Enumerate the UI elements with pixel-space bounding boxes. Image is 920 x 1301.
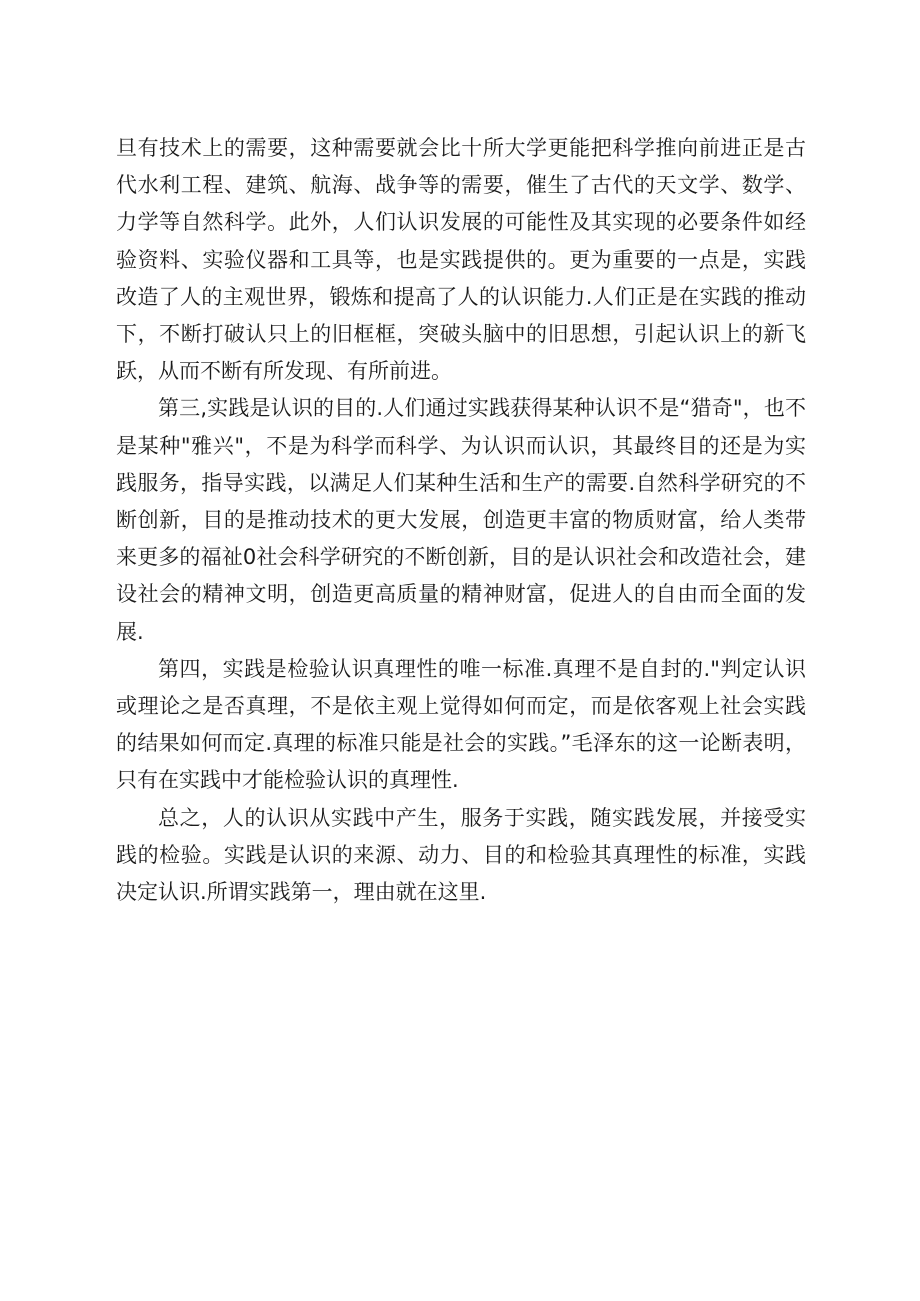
paragraph-1: 旦有技术上的需要，这种需要就会比十所大学更能把科学推向前进正是古代水利工程、建筑、航海、战争等的需要，催生了古代的天文学、数学、力学等自然科学。此外，人们认识发展的可能性及其实现的必要条件如经验资料、实验仪器和工具等，也是实践提供的。更为重要的一点是，实践改造了人的主观世界，锻炼和提高了人的认识能力.人们正是在实践的推动下，不断打破认只上的旧框框，突破头脑中的旧思想，引起认识上的新飞跃，从而不断有所发现、有所前进。 — [116, 136, 806, 384]
paragraph-3: 第四，实践是检验认识真理性的唯一标准.真理不是自封的."判定认识或理论之是否真理，不是依主观上觉得如何而定，而是依客观上社会实践的结果如何而定.真理的标准只能是社会的实践。”毛泽东的这一论断表明，只有在实践中才能检验认识的真理性. — [116, 656, 806, 793]
paragraph-2: 第三,实践是认识的目的.人们通过实践获得某种认识不是“猎奇"，也不是某种"雅兴"，不是为科学而科学、为认识而认识，其最终目的还是为实践服务，指导实践，以满足人们某种生活和生产的需要.自然科学研究的不断创新，目的是推动技术的更大发展，创造更丰富的物质财富，给人类带来更多的福祉0社会科学研究的不断创新，目的是认识社会和改造社会，建设社会的精神文明，创造更高质量的精神财富，促进人的自由而全面的发展. — [116, 396, 806, 644]
document-body — [116, 130, 806, 911]
paragraph-4: 总之，人的认识从实践中产生，服务于实践，随实践发展，并接受实践的检验。实践是认识的来源、动力、目的和检验其真理性的标准，实践决定认识.所谓实践第一，理由就在这里. — [116, 805, 806, 905]
